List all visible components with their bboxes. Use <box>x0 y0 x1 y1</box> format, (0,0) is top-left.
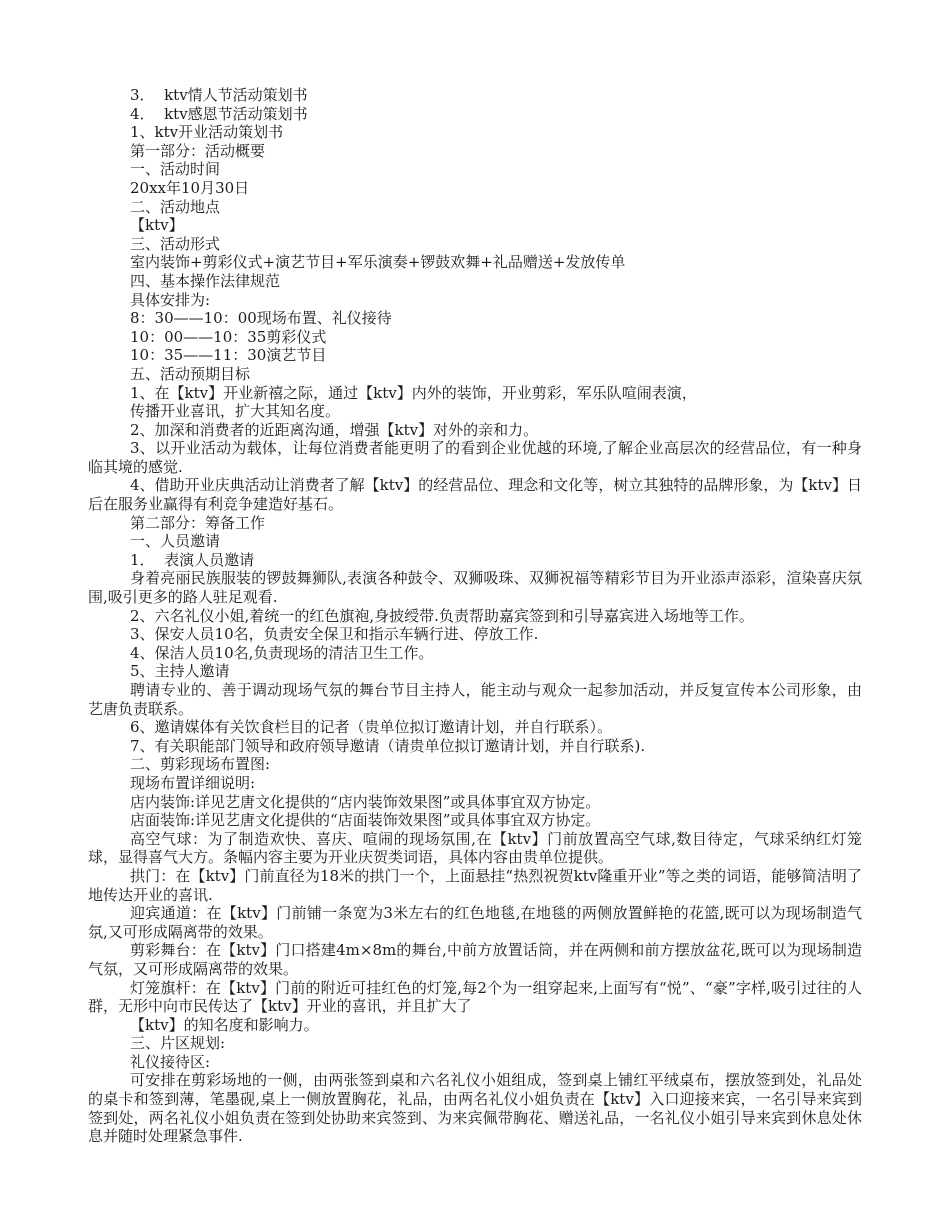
document-paragraph: 2、六名礼仪小姐,着统一的红色旗袍,身披绶带.负责帮助嘉宾签到和引导嘉宾进入场地等工作。 <box>130 606 754 625</box>
document-paragraph: 4、保洁人员10名,负责现场的清洁卫生工作。 <box>130 643 434 662</box>
document-paragraph: 3、保安人员10名，负责安全保卫和指示车辆行进、停放工作. <box>130 625 539 644</box>
document-paragraph: 三、片区规划: <box>130 1034 226 1053</box>
document-paragraph: 聘请专业的、善于调动现场气氛的舞台节目主持人，能主动与观众一起参加活动，并反复宣传本公司形象，由艺唐负责联系。 <box>88 681 862 718</box>
document-paragraph: 2、加深和消费者的近距离沟通，增强【ktv】对外的亲和力。 <box>130 420 539 439</box>
document-paragraph: 剪彩舞台：在【ktv】门口搭建4m×8m的舞台,中前方放置话筒，并在两侧和前方摆放盆花,既可以为现场制造气氛，又可形成隔离带的效果。 <box>88 941 862 978</box>
document-paragraph: 四、基本操作法律规范 <box>130 271 281 290</box>
document-paragraph: 店面装饰:详见艺唐文化提供的“店面装饰效果图”或具体事宜双方协定。 <box>130 811 601 830</box>
document-paragraph: 第一部分：活动概要 <box>130 141 266 160</box>
document-paragraph: 现场布置详细说明: <box>130 773 256 792</box>
document-paragraph: 具体安排为: <box>130 290 211 309</box>
document-paragraph: 店内装饰:详见艺唐文化提供的“店内装饰效果图”或具体事宜双方协定。 <box>130 792 601 811</box>
document-paragraph: 五、活动预期目标 <box>130 364 251 383</box>
document-paragraph: 6、邀请媒体有关饮食栏目的记者（贵单位拟订邀请计划，并自行联系）。 <box>130 718 613 737</box>
document-paragraph: 迎宾通道：在【ktv】门前铺一条宽为3米左右的红色地毯,在地毯的两侧放置鲜艳的花篮,既可以为现场制造气氛,又可形成隔离带的效果。 <box>88 904 862 941</box>
document-paragraph: 20xx年10月30日 <box>130 178 250 197</box>
document-paragraph: 10：00——10：35剪彩仪式 <box>130 327 327 346</box>
document-paragraph: 3、以开业活动为载体，让每位消费者能更明了的看到企业优越的环境,了解企业高层次的经营品位，有一种身临其境的感觉. <box>88 439 862 476</box>
document-paragraph: 8：30——10：00现场布置、礼仪接待 <box>130 309 392 328</box>
document-paragraph: 3． ktv情人节活动策划书 <box>130 86 308 104</box>
document-paragraph: 传播开业喜讯，扩大其知名度。 <box>130 402 341 421</box>
document-paragraph: 1、ktv开业活动策划书 <box>130 123 284 142</box>
document-paragraph: 10：35——11：30演艺节目 <box>130 346 327 365</box>
document-paragraph: 7、有关职能部门领导和政府领导邀请（请贵单位拟订邀请计划，并自行联系). <box>130 736 646 755</box>
document-paragraph: 三、活动形式 <box>130 234 221 253</box>
document-paragraph: 拱门：在【ktv】门前直径为18米的拱门一个，上面悬挂“热烈祝贺ktv隆重开业”等之类的词语，能够简洁明了地传达开业的喜讯. <box>88 866 862 904</box>
document-paragraph: 【ktv】 <box>130 216 184 235</box>
document-paragraph: 二、剪彩现场布置图: <box>130 755 271 774</box>
document-paragraph: 二、活动地点 <box>130 197 221 216</box>
document-paragraph: 1、在【ktv】开业新禧之际，通过【ktv】内外的装饰，开业剪彩，军乐队喧闹表演， <box>130 383 697 402</box>
document-paragraph: 礼仪接待区: <box>130 1052 211 1071</box>
document-paragraph: 4、借助开业庆典活动让消费者了解【ktv】的经营品位、理念和文化等，树立其独特的品牌形象，为【ktv】日后在服务业赢得有利竞争建造好基石。 <box>88 476 862 514</box>
document-body <box>88 86 862 1146</box>
document-paragraph: 高空气球：为了制造欢快、喜庆、喧闹的现场氛围,在【ktv】门前放置高空气球,数目待定，气球采纳红灯笼球，显得喜气大方。条幅内容主要为开业庆贺类词语，具体内容由贵单位提供。 <box>88 829 862 867</box>
document-paragraph: 1． 表演人员邀请 <box>130 550 255 569</box>
document-paragraph: 身着亮丽民族服装的锣鼓舞狮队,表演各种鼓令、双狮吸珠、双狮祝福等精彩节目为开业添声添彩，渲染喜庆氛围,吸引更多的路人驻足观看. <box>88 569 862 607</box>
document-paragraph: 可安排在剪彩场地的一侧，由两张签到桌和六名礼仪小姐组成，签到桌上铺红平绒桌布，摆放签到处，礼品处的桌卡和签到薄，笔墨砚,桌上一侧放置胸花，礼品，由两名礼仪小姐负责在【ktv】入口迎接来宾，一名引导来宾到签到处，两名礼仪小姐负责在签到处协助来宾签到、为来宾佩带胸花、赠送礼品，一名礼仪小姐引导来宾到休息处休息并随时处理紧急事件. <box>88 1071 862 1146</box>
document-paragraph: 室内装饰+剪彩仪式+演艺节目+军乐演奏+锣鼓欢舞+礼品赠送+发放传单 <box>130 253 626 272</box>
document-paragraph: 第二部分：筹备工作 <box>130 513 266 532</box>
document-paragraph: 一、活动时间 <box>130 160 221 179</box>
document-paragraph: 【ktv】的知名度和影响力。 <box>130 1015 319 1034</box>
document-paragraph: 一、人员邀请 <box>130 532 221 551</box>
document-paragraph: 5、主持人邀请 <box>130 662 230 681</box>
document-paragraph: 灯笼旗杆：在【ktv】门前的附近可挂红色的灯笼,每2个为一组穿起来,上面写有“悦”、“豪”字样,吸引过往的人群，无形中向市民传达了【ktv】开业的喜讯，并且扩大了 <box>88 978 862 1016</box>
document-paragraph: 4． ktv感恩节活动策划书 <box>130 104 308 123</box>
